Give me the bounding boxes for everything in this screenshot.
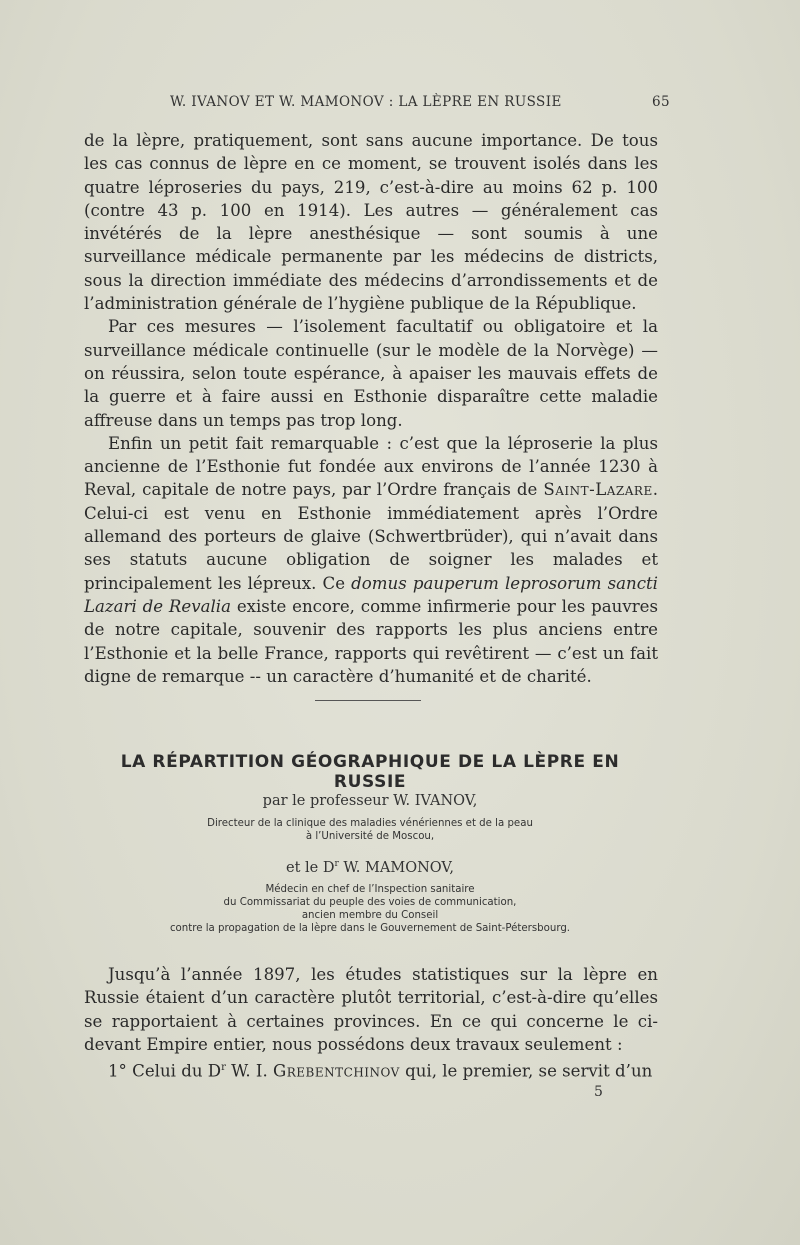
- author-2-name: W. MAMONOV,: [338, 859, 454, 876]
- author-1-affiliation-line: Directeur de la clinique des maladies vénériennes et de la peau: [207, 818, 533, 829]
- paragraph-1: de la lèpre, pratiquement, sont sans aucune importance. De tous les cas connus de lèpre en ce moment, se trouvent isolés dans les quatre léproseries du pays, 219, c’est-à-dire au moins 62 p. 100 (contre 43 p. 100 en 1914). Les autres — généralement cas invétérés de la lèpre anesthésique — sont soumis à une surveillance médicale permanente par les médecins de districts, sous la direction immédiate des médecins d’arrondissements et de l’administration générale de l’hygiène publique de la République.: [84, 131, 658, 314]
- paragraph-5: [84, 1056, 658, 1083]
- page-number: 65: [652, 94, 670, 110]
- author-2-affiliation-line: Médecin en chef de l’Inspection sanitaire: [265, 884, 475, 895]
- section-divider: [315, 700, 421, 701]
- paragraph-3: [84, 432, 658, 688]
- author-2: [100, 859, 640, 876]
- author-2-affiliation: [100, 883, 640, 935]
- paragraph-3-part2: . Celui-ci est venu en Esthonie immédiatement après l’Ordre allemand des porteurs de glaive (Schwertbrüder), qui n’avait dans ses statuts aucune obligation de soigner les malades et principalement les lépreux. Ce: [84, 480, 658, 593]
- author-1-affiliation-line: à l’Université de Moscou,: [305, 831, 435, 842]
- body-text-top: [84, 129, 658, 688]
- running-head-title: W. IVANOV ET W. MAMONOV : LA LÈPRE EN RUSSIE: [170, 94, 562, 110]
- paragraph-4: Jusqu’à l’année 1897, les études statistiques sur la lèpre en Russie étaient d’un caractère plutôt territorial, c’est-à-dire qu’elles se rapportaient à certaines provinces. En ce qui concerne le ci-devant Empire entier, nous possédons deux travaux seulement :: [84, 965, 658, 1054]
- paragraph-2: Par ces mesures — l’isolement facultatif ou obligatoire et la surveillance médicale continuelle (sur le modèle de la Norvège) — on réussira, selon toute espérance, à apaiser les mauvais effets de la guerre et à faire aussi en Esthonie disparaître cette maladie affreuse dans un temps pas trop long.: [84, 317, 658, 430]
- author-2-prefix: et le D: [286, 859, 335, 876]
- paragraph-5-rest: qui, le premier, se servit d’un: [399, 1061, 653, 1081]
- paragraph-3-part1: Enfin un petit fait remarquable : c’est que la léproserie la plus ancienne de l’Esthonie fut fondée aux environs de l’année 1230 à Reval, capitale de notre pays, par l’Ordre français de: [84, 433, 658, 500]
- running-head: [170, 94, 670, 110]
- body-text-bottom: [84, 963, 658, 1083]
- author-2-sup: r: [334, 859, 339, 869]
- paragraph-5-sup: r: [221, 1062, 226, 1074]
- paragraph-3-part3: existe encore, comme infirmerie pour les pauvres de notre capitale, souvenir des rapports les plus anciens entre l’Esthonie et la belle France, rapports qui revêtirent — c’est un fait digne de remarque -- un caractère d’humanité et de charité.: [84, 596, 658, 686]
- author-1-affiliation: [100, 817, 640, 843]
- author-reference: Grebentchinov: [273, 1061, 400, 1081]
- author-2-affiliation-line: contre la propagation de la lèpre dans le Gouvernement de Saint-Pétersbourg.: [169, 923, 571, 934]
- author-2-affiliation-line: du Commissariat du peuple des voies de communication,: [223, 897, 517, 908]
- latin-name: domus pauperum leprosorum sancti Lazari de Revalia: [84, 573, 658, 616]
- author-2-affiliation-line: ancien membre du Conseil: [301, 910, 439, 921]
- author-1: par le professeur W. IVANOV,: [262, 793, 478, 809]
- section-title: LA RÉPARTITION GÉOGRAPHIQUE DE LA LÈPRE EN RUSSIE: [120, 752, 620, 792]
- paragraph-5-name: W. I.: [225, 1061, 273, 1081]
- paragraph-5-prefix: 1° Celui du D: [108, 1061, 222, 1081]
- order-name: Saint-Lazare: [543, 480, 653, 500]
- signature-mark: 5: [594, 1084, 603, 1100]
